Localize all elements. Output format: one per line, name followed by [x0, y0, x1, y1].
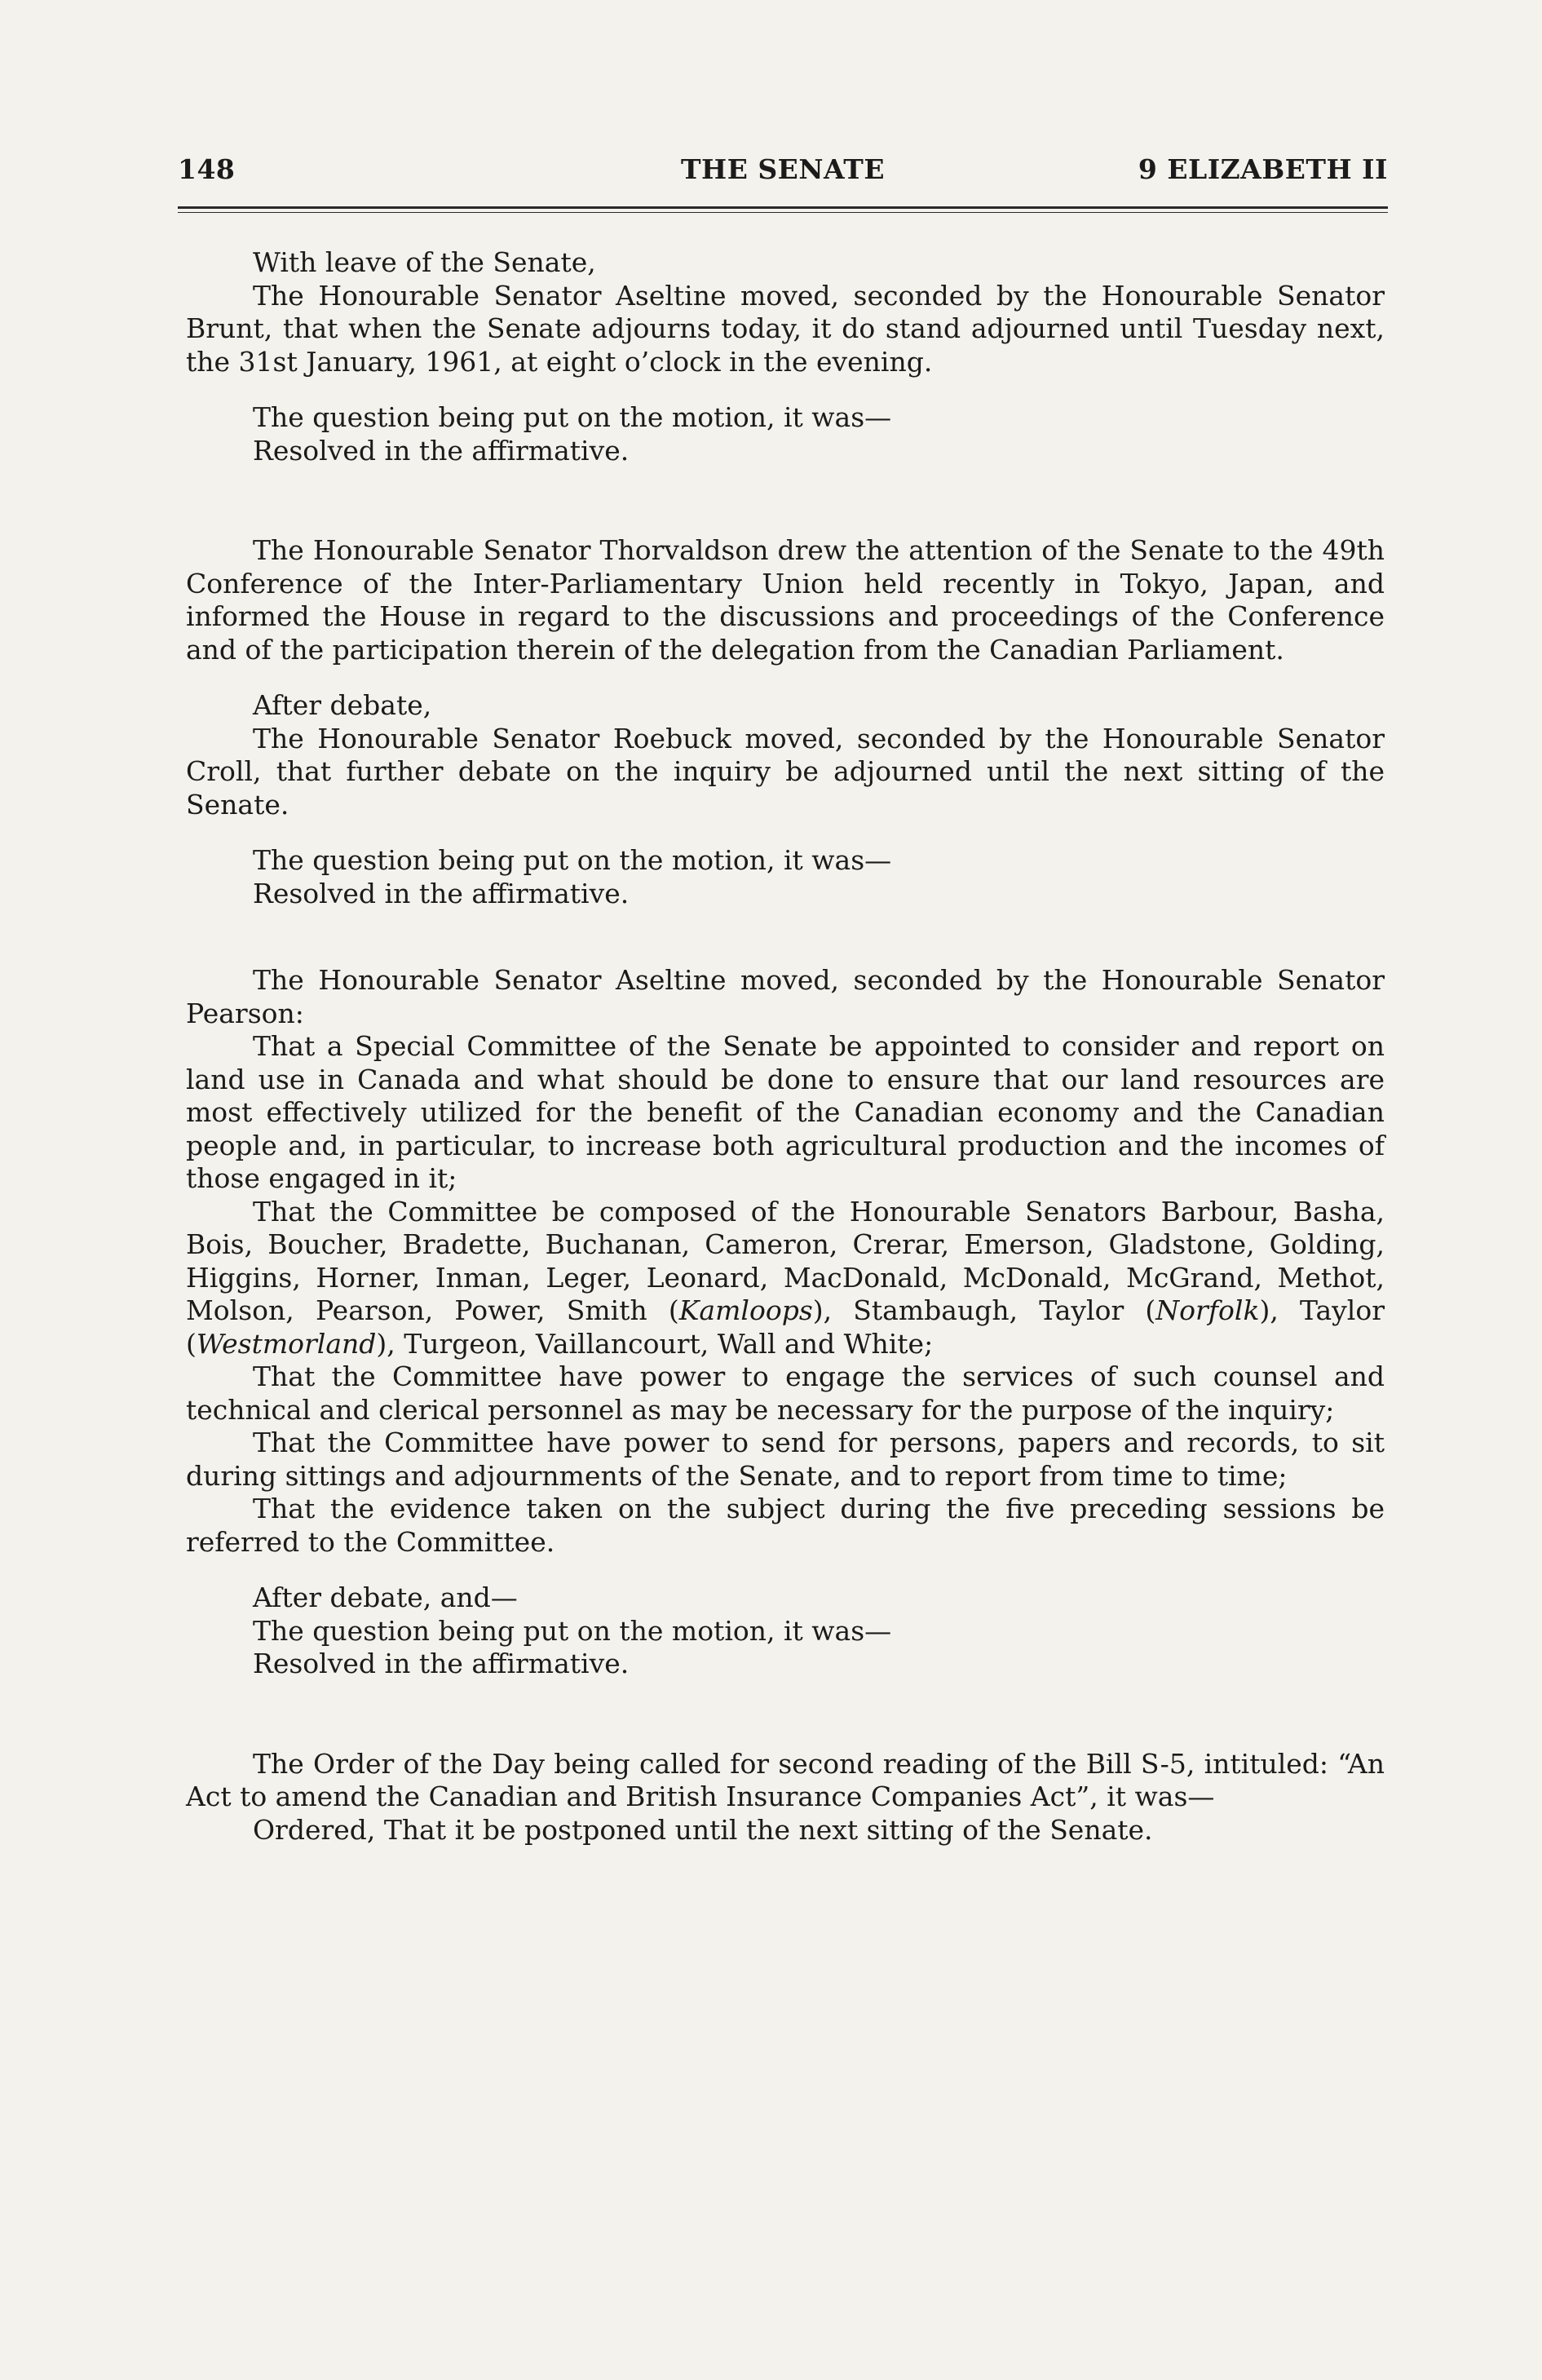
paragraph: The question being put on the motion, it was— — [253, 1614, 892, 1647]
paragraph: With leave of the Senate, — [253, 246, 596, 278]
paragraph-committee-members: That the Committee be composed of the Honourable Senators Barbour, Basha, Bois, Boucher, Bradette, Buchanan, Cameron, Crerar, Emerson, Gladstone, Golding, Higgins, Horner, Inman, Leger, Leonard, MacDonald, McDonald, McGrand, Methot, Molson, Pearson, Power, Smith (Kamloops), Stambaugh, Taylor (Norfolk), Taylor (Westmorland), Turgeon, Vaillancourt, Wall and White; — [186, 1195, 1385, 1360]
paragraph: Resolved in the affirmative. — [253, 434, 630, 467]
header-rule — [178, 206, 1388, 209]
paragraph: The Honourable Senator Aseltine moved, seconded by the Honourable Senator Brunt, that when the Senate adjourns today, it do stand adjourned until Tuesday next, the 31st January, 1961, at eight o’clock in the evening. — [186, 279, 1385, 378]
paragraph: That the evidence taken on the subject during the five preceding sessions be referred to the Committee. — [186, 1493, 1385, 1558]
paragraph: The Honourable Senator Aseltine moved, seconded by the Honourable Senator Pearson: — [186, 964, 1385, 1029]
paragraph: The Order of the Day being called for second reading of the Bill S-5, intituled: “An Act to amend the Canadian and British Insurance Companies Act”, it was— — [186, 1747, 1385, 1812]
paragraph: The Honourable Senator Roebuck moved, seconded by the Honourable Senator Croll, that further debate on the inquiry be adjourned until the next sitting of the Senate. — [186, 722, 1385, 821]
paragraph: After debate, and— — [253, 1582, 518, 1613]
regnal-year: 9 ELIZABETH II — [1138, 153, 1388, 185]
page-number: 148 — [178, 153, 236, 185]
paragraph: That a Special Committee of the Senate be appointed to consider and report on land use in Canada and what should be done to ensure that our land resources are most effectively utilized for the benefit of the Canadian economy and the Canadian people and, in particular, to increase both agricultural production and the incomes of those engaged in it; — [186, 1030, 1385, 1194]
paragraph: The Honourable Senator Thorvaldson drew the attention of the Senate to the 49th Conference of the Inter-Parliamentary Union held recently in Tokyo, Japan, and informed the House in regard to the discussions and proceedings of the Conference and of the participation therein of the delegation from the Canadian Parliament. — [186, 534, 1385, 666]
running-title: THE SENATE — [680, 153, 886, 185]
paragraph: That the Committee have power to send for persons, papers and records, to sit during sittings and adjournments of the Senate, and to report from time to time; — [186, 1427, 1385, 1492]
page-body — [186, 246, 1385, 1847]
paragraph: Resolved in the affirmative. — [253, 1648, 630, 1679]
paragraph: That the Committee have power to engage the services of such counsel and technical and clerical personnel as may be necessary for the purpose of the inquiry; — [186, 1360, 1385, 1426]
paragraph: The question being put on the motion, it was— — [253, 844, 892, 876]
paragraph: The question being put on the motion, it was— — [253, 401, 892, 433]
paragraph: Resolved in the affirmative. — [253, 877, 630, 909]
page-header — [178, 153, 1388, 191]
paragraph: Ordered, That it be postponed until the next sitting of the Senate. — [253, 1813, 1153, 1846]
header-rule-thin — [178, 212, 1388, 213]
paragraph: After debate, — [253, 689, 432, 721]
